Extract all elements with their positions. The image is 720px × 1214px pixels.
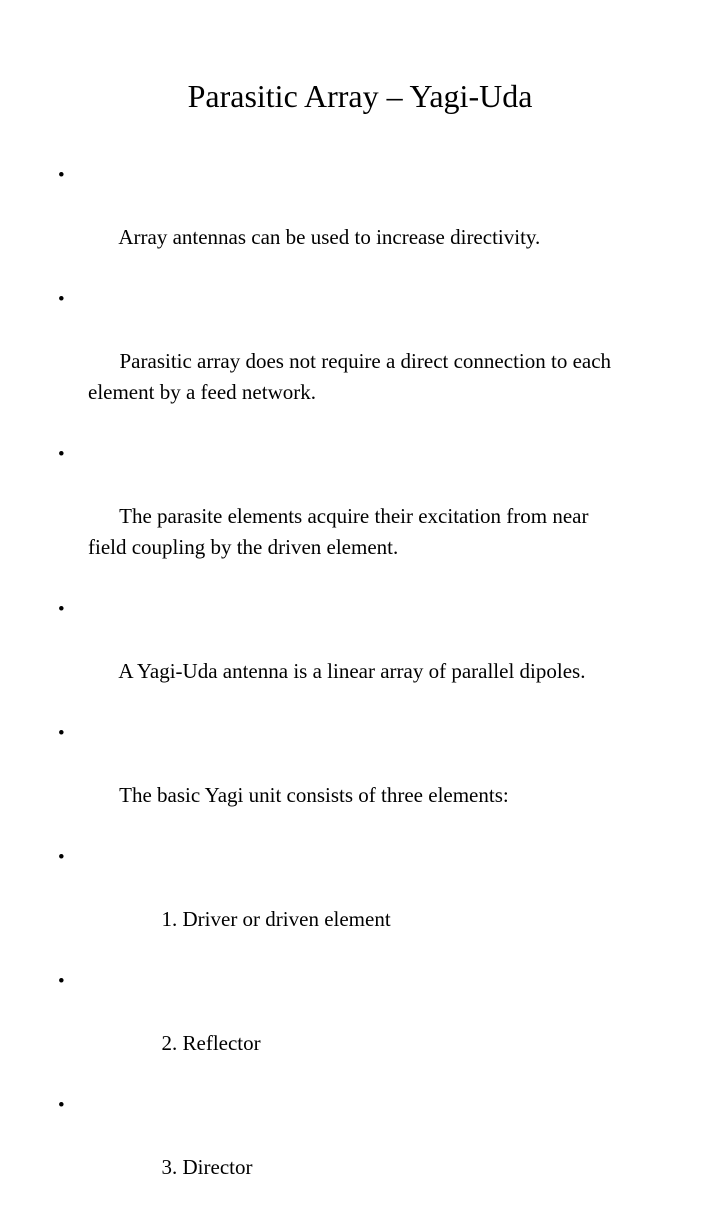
slide-title: Parasitic Array – Yagi-Uda: [187, 78, 533, 114]
bullet-icon: •: [58, 1095, 65, 1116]
bullet-text: Parasitic array does not require a direct connection to each element by a feed network.: [88, 349, 612, 404]
bullet-item: [56, 1090, 696, 1214]
bullet-text: Array antennas can be used to increase directivity.: [118, 225, 541, 249]
bullet-item: [56, 842, 696, 966]
bullet-item: [56, 594, 696, 718]
bullet-text: 2. Reflector: [119, 1031, 261, 1055]
bullet-text: A Yagi-Uda antenna is a linear array of parallel dipoles.: [118, 659, 586, 683]
bullet-icon: •: [58, 723, 65, 744]
bullet-text: 3. Director: [119, 1155, 253, 1179]
bullet-icon: •: [58, 971, 65, 992]
bullet-text: The basic Yagi unit consists of three elements:: [119, 783, 509, 807]
bullet-item: [56, 966, 696, 1090]
bullet-item: [56, 439, 696, 594]
bullet-item: [56, 160, 696, 284]
bullet-list: [56, 160, 696, 1214]
bullet-icon: •: [58, 444, 65, 465]
bullet-item: [56, 284, 696, 439]
bullet-icon: •: [58, 289, 65, 310]
bullet-item: [56, 718, 696, 842]
bullet-icon: •: [58, 599, 65, 620]
bullet-icon: •: [58, 847, 65, 868]
bullet-text: The parasite elements acquire their excitation from near field coupling by the driven element.: [88, 504, 589, 559]
bullet-text: 1. Driver or driven element: [119, 907, 391, 931]
bullet-icon: •: [58, 165, 65, 186]
